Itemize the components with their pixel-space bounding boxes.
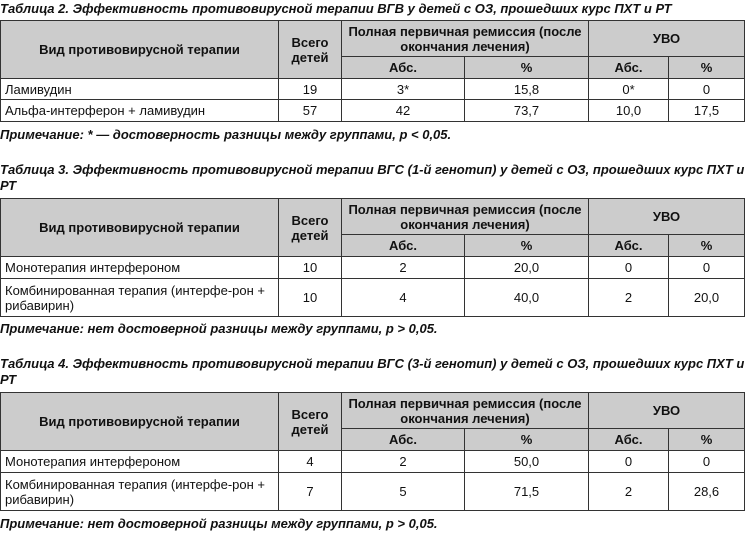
therapy-name: Альфа-интерферон + ламивудин — [1, 100, 279, 122]
uvo-pct-value: 28,6 — [669, 473, 745, 511]
table3-header-uvo: УВО — [589, 199, 745, 235]
table3-header-rem-abs: Абс. — [342, 235, 465, 257]
uvo-pct-value: 0 — [669, 451, 745, 473]
table-row — [1, 257, 745, 279]
therapy-name: Монотерапия интерфероном — [1, 451, 279, 473]
table4-caption: Таблица 4. Эффективность противовирусной терапии ВГС (3-й генотип) у детей с ОЗ, прошедших курс ПХТ и РТ — [0, 356, 745, 387]
table2-header-uvo-abs: Абс. — [589, 57, 669, 79]
table4-header-row — [1, 393, 745, 429]
table3-header-rem-pct: % — [465, 235, 589, 257]
total-value: 10 — [279, 257, 342, 279]
table2-header-rem-pct: % — [465, 57, 589, 79]
total-value: 7 — [279, 473, 342, 511]
table4-header-rem-abs: Абс. — [342, 429, 465, 451]
table3-header-uvo-abs: Абс. — [589, 235, 669, 257]
table2 — [0, 20, 745, 122]
table4-header-total: Всего детей — [279, 393, 342, 451]
therapy-name: Комбинированная терапия (интерфе-рон + рибавирин) — [1, 279, 279, 317]
table2-header-remission: Полная первичная ремиссия (после окончания лечения) — [342, 21, 589, 57]
table4 — [0, 392, 745, 511]
table-row — [1, 451, 745, 473]
uvo-abs-value: 0* — [589, 79, 669, 100]
table2-header-total: Всего детей — [279, 21, 342, 79]
remission-pct-value: 73,7 — [465, 100, 589, 122]
table3-header-total: Всего детей — [279, 199, 342, 257]
table4-header-uvo-abs: Абс. — [589, 429, 669, 451]
table2-note: Примечание: * — достоверность разницы между группами, р < 0,05. — [0, 127, 452, 142]
table3-note: Примечание: нет достоверной разницы между группами, р > 0,05. — [0, 321, 438, 336]
table2-header-row — [1, 21, 745, 57]
table2-header-uvo-pct: % — [669, 57, 745, 79]
remission-abs-value: 42 — [342, 100, 465, 122]
total-value: 4 — [279, 451, 342, 473]
therapy-name: Монотерапия интерфероном — [1, 257, 279, 279]
remission-pct-value: 20,0 — [465, 257, 589, 279]
table4-header-rem-pct: % — [465, 429, 589, 451]
remission-abs-value: 2 — [342, 257, 465, 279]
uvo-pct-value: 0 — [669, 257, 745, 279]
uvo-pct-value: 0 — [669, 79, 745, 100]
uvo-pct-value: 17,5 — [669, 100, 745, 122]
table-row — [1, 100, 745, 122]
remission-pct-value: 40,0 — [465, 279, 589, 317]
table4-header-therapy-type: Вид противовирусной терапии — [1, 393, 279, 451]
remission-abs-value: 5 — [342, 473, 465, 511]
uvo-abs-value: 2 — [589, 473, 669, 511]
uvo-abs-value: 0 — [589, 451, 669, 473]
table3 — [0, 198, 745, 317]
remission-abs-value: 2 — [342, 451, 465, 473]
table4-header-uvo: УВО — [589, 393, 745, 429]
uvo-abs-value: 10,0 — [589, 100, 669, 122]
table3-caption: Таблица 3. Эффективность противовирусной терапии ВГС (1-й генотип) у детей с ОЗ, прошедших курс ПХТ и РТ — [0, 162, 745, 193]
total-value: 19 — [279, 79, 342, 100]
therapy-name: Комбинированная терапия (интерфе-рон + рибавирин) — [1, 473, 279, 511]
table4-header-uvo-pct: % — [669, 429, 745, 451]
table2-caption: Таблица 2. Эффективность противовирусной терапии ВГВ у детей с ОЗ, прошедших курс ПХТ и РТ — [0, 1, 672, 16]
remission-pct-value: 50,0 — [465, 451, 589, 473]
remission-abs-value: 3* — [342, 79, 465, 100]
table-row — [1, 473, 745, 511]
remission-abs-value: 4 — [342, 279, 465, 317]
remission-pct-value: 71,5 — [465, 473, 589, 511]
total-value: 10 — [279, 279, 342, 317]
remission-pct-value: 15,8 — [465, 79, 589, 100]
therapy-name: Ламивудин — [1, 79, 279, 100]
table-row — [1, 279, 745, 317]
table3-header-therapy-type: Вид противовирусной терапии — [1, 199, 279, 257]
table3-header-remission: Полная первичная ремиссия (после окончания лечения) — [342, 199, 589, 235]
total-value: 57 — [279, 100, 342, 122]
uvo-abs-value: 2 — [589, 279, 669, 317]
table3-header-uvo-pct: % — [669, 235, 745, 257]
table2-header-therapy-type: Вид противовирусной терапии — [1, 21, 279, 79]
table4-header-remission: Полная первичная ремиссия (после окончания лечения) — [342, 393, 589, 429]
uvo-pct-value: 20,0 — [669, 279, 745, 317]
table-row — [1, 79, 745, 100]
table2-header-uvo: УВО — [589, 21, 745, 57]
table2-header-rem-abs: Абс. — [342, 57, 465, 79]
table3-header-row — [1, 199, 745, 235]
uvo-abs-value: 0 — [589, 257, 669, 279]
table4-note: Примечание: нет достоверной разницы между группами, р > 0,05. — [0, 516, 438, 531]
